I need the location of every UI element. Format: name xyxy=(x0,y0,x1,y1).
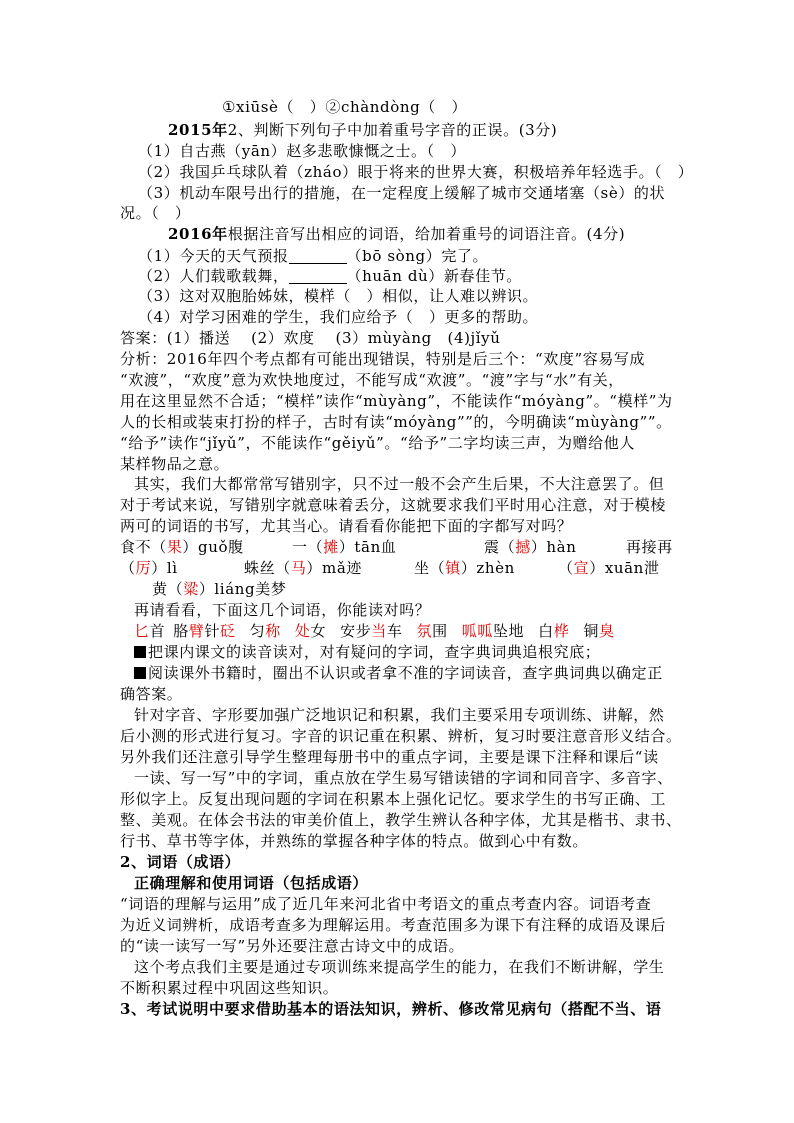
char-item: 食不（果）guǒ腹 xyxy=(120,538,244,556)
paragraph-line: 的“读一读写一写”另外还要注意古诗文中的成语。 xyxy=(120,937,465,955)
char-item: 再接再 xyxy=(626,538,673,556)
question-2015-heading: 2015年2、判断下列句子中加着重号字音的正误。(3分) xyxy=(168,121,558,139)
subsection-heading: 正确理解和使用词语（包括成语） xyxy=(134,874,369,892)
paragraph-line: 确答案。 xyxy=(120,685,183,703)
paragraph-line: 针对字音、字形要加强广泛地识记和积累，我们主要采用专项训练、讲解，然 xyxy=(134,706,665,724)
paragraph-line: 两可的词语的书写，尤其当心。请看看你能把下面的字都写对吗？ xyxy=(120,517,573,535)
char-item: （厉）lì xyxy=(120,559,178,577)
char-item: 震（撼）hàn xyxy=(484,538,577,556)
square-bullet-icon xyxy=(134,667,146,679)
paragraph-line: 这个考点我们主要是通过专项训练来提高学生的能力，在我们不断讲解，学生 xyxy=(134,958,665,976)
section-heading: 3、考试说明中要求借助基本的语法知识，辨析、修改常见病句（搭配不当、语 xyxy=(120,1000,662,1018)
pinyin-item-line: ①xiūsè（ ）②chàndòng（ ） xyxy=(222,98,468,116)
paragraph-line: 对于考试来说，写错别字就意味着丢分，这就要求我们平时用心注意，对于模棱 xyxy=(120,496,667,514)
analysis-line: “给予”读作“jǐyǔ”，不能读作“gěiyǔ”。“给予”二字均读三声，为赠给他人 xyxy=(120,434,635,452)
analysis-line: 用在这里显然不合适；“模样”读作“mùyàng”，不能读作“móyàng”。“模样”为 xyxy=(120,392,673,410)
analysis-line: 人的长相或装束打扮的样子，古时有读“móyàng””的，今明确读“mùyàng””。 xyxy=(120,413,672,431)
paragraph-line: 不断积累过程中巩固这些知识。 xyxy=(120,979,339,997)
paragraph-line: 一读、写一写”中的字词，重点放在学生易写错读错的字词和同音字、多音字、 xyxy=(134,769,673,787)
char-item: 黄（粱）liáng美梦 xyxy=(152,580,287,598)
square-bullet-icon xyxy=(134,646,146,658)
question-line: 况。（ ） xyxy=(120,204,191,222)
paragraph-line: 后小测的形式进行复习。字音的识记重在积累、辨析，复习时要注意音形义结合。 xyxy=(120,727,682,745)
char-item: 坐（镇）zhèn xyxy=(414,559,515,577)
analysis-line: 分析：2016年四个考点都有可能出现错误，特别是后三个：“欢度”容易写成 xyxy=(120,350,646,368)
char-item: 蛛丝（马）mǎ迹 xyxy=(244,559,362,577)
question-line: （3）这对双胞胎姊妹，模样（ ）相似，让人难以辨识。 xyxy=(138,287,539,305)
question-line: （4）对学习困难的学生，我们应给予（ ）更多的帮助。 xyxy=(138,308,539,326)
paragraph-line: 其实，我们大都常常写错别字，只不过一般不会产生后果，不大注意罢了。但 xyxy=(134,475,665,493)
analysis-line: 某样物品之意。 xyxy=(120,455,230,473)
answer-blank xyxy=(289,267,347,284)
question-line: （1）自古燕（yān）赵多悲歌慷慨之士。（ ） xyxy=(138,142,466,160)
paragraph-line: 形似字上。反复出现问题的字词在积累本上强化记忆。要求学生的书写正确、工 xyxy=(120,790,667,808)
question-line: （2）人们载歌载舞， （huān dù）新春佳节。 xyxy=(138,267,522,285)
question-2016-heading: 2016年根据注音写出相应的词语，给加着重号的词语注音。(4分) xyxy=(168,225,626,243)
bullet-line: 把课内课文的读音读对，对有疑问的字词，查字典词典追根究底； xyxy=(134,640,600,664)
answer-blank xyxy=(289,247,347,264)
paragraph-line: 整、美观。在体会书法的审美价值上，教学生辨认各种字体，尤其是楷书、隶书、 xyxy=(120,811,682,829)
paragraph-line: 行书、草书等字体，并熟练的掌握各种字体的特点。做到心中有数。 xyxy=(120,832,589,850)
paragraph-line: “词语的理解与运用”成了近几年来河北省中考语文的重点考查内容。词语考查 xyxy=(120,895,652,913)
question-line: （3）机动车限号出行的措施，在一定程度上缓解了城市交通堵塞（sè）的状 xyxy=(138,184,666,202)
char-item: 一（摊）tān血 xyxy=(292,538,397,556)
question-line: （1）今天的天气预报 （bō sòng）完了。 xyxy=(138,247,489,265)
bullet-line: 阅读课外书籍时，圈出不认识或者拿不准的字词读音，查字典词典以确定正 xyxy=(134,661,663,685)
paragraph-line: 另外我们还注意引导学生整理每册书中的重点字词，主要是课下注释和课后“读 xyxy=(120,748,659,766)
paragraph-line: 再请看看，下面这几个词语，你能读对吗？ xyxy=(134,601,431,619)
answer-line: 答案：(1）播送 (2）欢度 (3）mùyàng (4)jǐyǔ xyxy=(120,329,501,347)
analysis-line: “欢渡”，“欢度”意为欢快地度过，不能写成“欢渡”。“渡”字与“水”有关， xyxy=(120,371,624,389)
word-row: 匕首 胳臂针砭 匀称 处女 安步当车 氛围 呱呱坠地 白桦 铜臭 xyxy=(134,622,615,640)
paragraph-line: 为近义词辨析，成语考查多为理解运用。考查范围多为课下有注释的成语及课后 xyxy=(120,916,667,934)
char-item: （宣）xuān泄 xyxy=(558,559,660,577)
section-heading: 2、词语（成语） xyxy=(120,853,241,871)
question-line: （2）我国乒乓球队着（zháo）眼于将来的世界大赛，积极培养年轻选手。（ ） xyxy=(138,163,694,181)
